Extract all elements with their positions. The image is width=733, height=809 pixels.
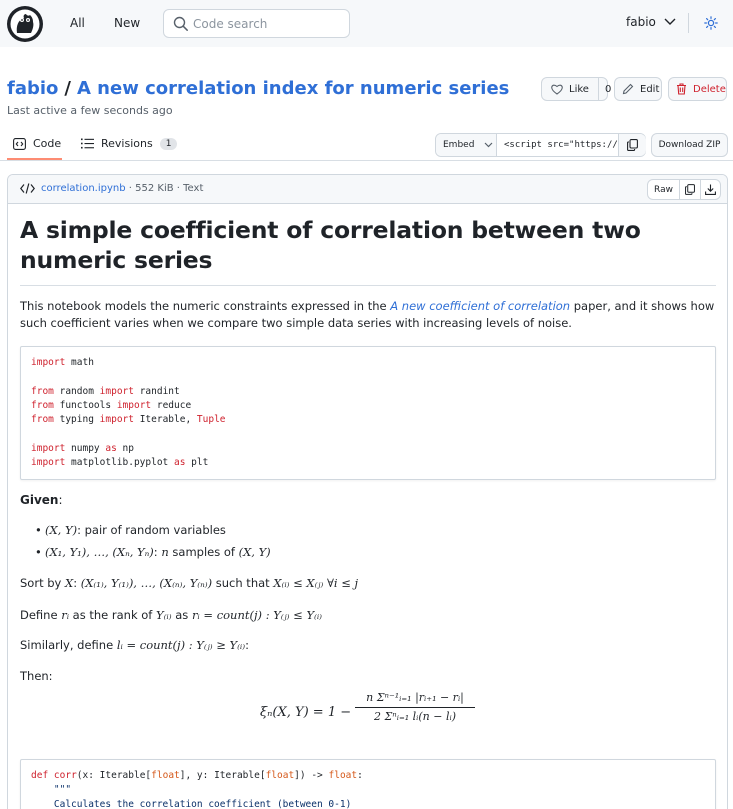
header-divider — [688, 13, 689, 33]
formula-fraction — [355, 691, 475, 723]
copy-embed-button[interactable] — [618, 134, 646, 156]
file-size: 552 KiB — [135, 183, 174, 194]
define-paragraph: Define rᵢ as the rank of Y₍ᵢ₎ as rᵢ = count(j) : Y₍ⱼ₎ ≤ Y₍ᵢ₎ — [20, 608, 322, 622]
copy-file-button[interactable] — [680, 180, 700, 199]
user-name: fabio — [626, 15, 656, 29]
sun-icon[interactable] — [704, 16, 718, 30]
code-cell-corr[interactable]: def corr(x: Iterable[float], y: Iterable[float]) -> float: """ Calculates the correlation coefficient (between 0-1) — [20, 759, 716, 809]
heading-rule — [20, 285, 716, 286]
tab-revisions[interactable] — [81, 137, 177, 150]
like-button[interactable] — [541, 77, 612, 101]
given-label: Given: — [20, 493, 63, 507]
gist-owner-link[interactable]: fabio — [7, 78, 59, 99]
tab-revisions-label: Revisions — [101, 137, 153, 150]
delete-button[interactable] — [668, 77, 727, 101]
github-logo-icon[interactable] — [7, 6, 43, 42]
embed-code-field[interactable] — [498, 134, 618, 156]
download-file-button[interactable] — [700, 180, 720, 199]
code-cell-imports[interactable]: import math from random import randint from functools import reduce from typing import Iterable, Tuple import numpy as np import matplotlib.pyplot as plt — [20, 346, 716, 480]
then-paragraph: Then: — [20, 669, 53, 683]
xi-formula — [260, 691, 490, 739]
code-square-icon — [13, 138, 26, 150]
trash-icon — [676, 83, 687, 95]
formula-lhs: ξₙ(X, Y) = 1 − — [260, 705, 352, 720]
given-list — [35, 519, 271, 563]
embed-group — [435, 133, 646, 157]
list-icon — [81, 138, 94, 149]
copy-icon — [685, 184, 695, 195]
tabs-divider — [0, 160, 733, 161]
embed-label: Embed — [443, 140, 475, 150]
like-count: 0 — [604, 83, 612, 95]
like-label: Like — [569, 83, 589, 95]
delete-label: Delete — [693, 83, 726, 95]
user-menu[interactable] — [626, 15, 676, 29]
search-icon — [173, 16, 189, 32]
heart-icon — [551, 84, 563, 95]
intro-paragraph: This notebook models the numeric constraints expressed in the A new coefficient of correlation paper, and it shows how such coefficient varies when we compare two simple data series with increasing levels of noise. — [20, 299, 715, 330]
notebook-heading — [20, 215, 716, 275]
formula-numerator: n Σⁿ⁻¹ᵢ₌₁ |rᵢ₊₁ − rᵢ| — [355, 691, 475, 708]
code-search-input[interactable] — [193, 15, 343, 33]
notebook-title: A simple coefficient of correlation between two numeric series — [20, 216, 641, 274]
gist-name-link[interactable]: A new correlation index for numeric series — [76, 78, 510, 99]
paper-link[interactable]: A new coefficient of correlation — [390, 299, 571, 313]
raw-button[interactable]: Raw — [648, 180, 680, 199]
title-separator: / — [64, 78, 71, 99]
chevron-down-icon — [664, 18, 676, 26]
edit-label: Edit — [640, 83, 660, 95]
file-type: Text — [183, 183, 204, 194]
download-icon — [705, 184, 716, 195]
file-header — [8, 175, 727, 204]
formula-denominator: 2 Σⁿᵢ₌₁ lᵢ(n − lᵢ) — [374, 710, 456, 723]
edit-button[interactable] — [614, 77, 662, 101]
similarly-paragraph: Similarly, define lᵢ = count(j) : Y₍ⱼ₎ ≥ Y₍ᵢ₎: — [20, 638, 249, 652]
code-search-box[interactable] — [163, 9, 350, 38]
sort-paragraph: Sort by X: (X₍₁₎, Y₍₁₎), …, (X₍ₙ₎, Y₍ₙ₎) such that X₍ᵢ₎ ≤ X₍ⱼ₎ ∀i ≤ j — [20, 576, 359, 590]
tab-code[interactable] — [13, 137, 61, 150]
file-box — [7, 174, 728, 809]
gist-title — [7, 78, 509, 99]
file-meta: correlation.ipynb · 552 KiB · Text — [41, 183, 204, 194]
embed-dropdown[interactable] — [436, 134, 497, 156]
copy-icon — [627, 139, 638, 151]
revisions-count-badge: 1 — [160, 138, 178, 150]
nav-new-link[interactable]: New — [114, 16, 141, 30]
last-active-text: Last active a few seconds ago — [7, 104, 173, 117]
file-name-link[interactable]: correlation.ipynb — [41, 183, 126, 194]
list-item: • (X, Y): pair of random variables — [35, 519, 271, 541]
download-zip-button[interactable]: Download ZIP — [651, 133, 728, 157]
chevron-down-icon — [484, 142, 493, 148]
top-bar — [0, 0, 733, 47]
pencil-icon — [622, 83, 634, 95]
list-item: • (X₁, Y₁), …, (Xₙ, Yₙ): n samples of (X, Y) — [35, 541, 271, 563]
code-icon — [20, 183, 35, 194]
tab-code-label: Code — [33, 137, 62, 150]
nav-all-link[interactable]: All — [70, 16, 85, 30]
file-actions — [647, 179, 721, 200]
